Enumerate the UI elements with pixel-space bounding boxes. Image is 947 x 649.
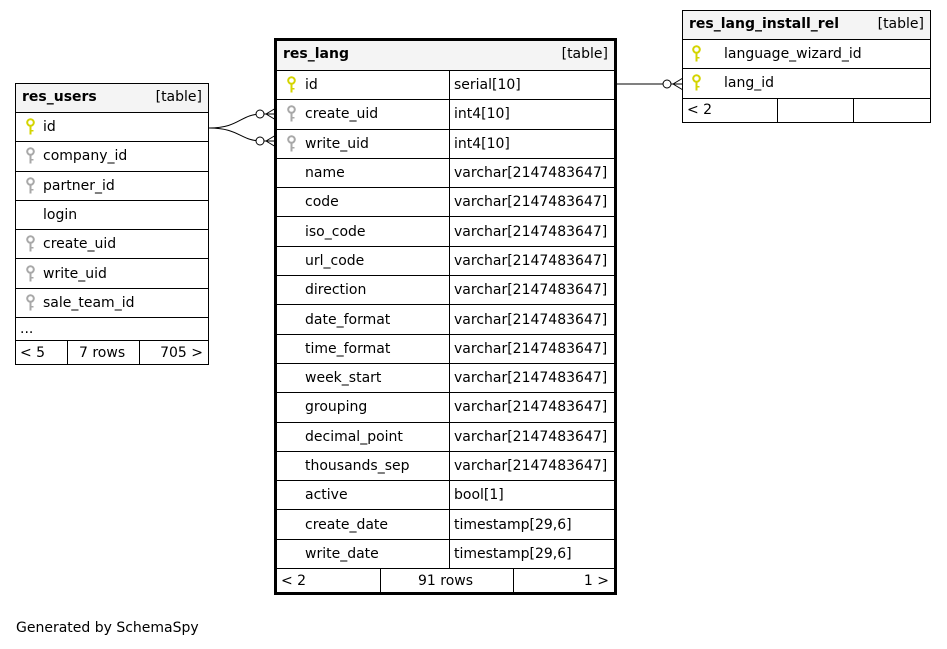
- footer-row-count: 91 rows: [418, 572, 474, 589]
- column-name: week_start: [305, 370, 382, 387]
- table-row[interactable]: [683, 40, 930, 69]
- footer-next[interactable]: 705 >: [160, 344, 203, 361]
- foreign-key-icon: [26, 235, 35, 253]
- column-name: create_uid: [43, 236, 117, 253]
- table-row[interactable]: [277, 452, 614, 481]
- table-name: res_lang_install_rel: [689, 16, 840, 32]
- foreign-key-icon: [26, 177, 35, 195]
- footer-prev[interactable]: < 2: [687, 102, 713, 119]
- column-type: varchar[2147483647]: [454, 399, 608, 416]
- column-name: name: [305, 165, 345, 182]
- column-type: int4[10]: [454, 106, 510, 123]
- table-row[interactable]: [277, 276, 614, 305]
- footer-next[interactable]: 1 >: [583, 572, 609, 589]
- column-type: varchar[2147483647]: [454, 370, 608, 387]
- column-name: id: [305, 77, 318, 94]
- table-row[interactable]: [16, 172, 208, 201]
- table-row[interactable]: [16, 289, 208, 318]
- foreign-key-icon: [26, 265, 35, 283]
- table-row[interactable]: [277, 335, 614, 364]
- column-name: id: [43, 119, 56, 136]
- column-name: thousands_sep: [305, 458, 410, 474]
- column-name: date_format: [305, 311, 391, 328]
- table-header: [277, 41, 614, 71]
- table-row[interactable]: [16, 230, 208, 259]
- primary-key-icon: [26, 118, 35, 136]
- table-res-lang[interactable]: [274, 38, 617, 595]
- column-name: write_uid: [305, 135, 369, 152]
- table-row[interactable]: [277, 423, 614, 452]
- column-name: time_format: [305, 340, 391, 357]
- table-res-lang-install-rel[interactable]: [682, 10, 931, 123]
- table-kind: [table]: [155, 89, 202, 105]
- column-name: write_date: [305, 545, 379, 562]
- foreign-key-icon: [26, 294, 35, 312]
- column-name: create_uid: [305, 106, 379, 123]
- primary-key-icon: [287, 76, 296, 94]
- column-name: login: [43, 207, 78, 224]
- column-name: iso_code: [305, 223, 366, 240]
- table-name: res_lang: [283, 46, 349, 62]
- column-type: varchar[2147483647]: [454, 223, 608, 240]
- footer-row-count: 7 rows: [79, 344, 126, 361]
- table-name: res_users: [22, 89, 97, 105]
- generated-by-credit: Generated by SchemaSpy: [16, 620, 199, 636]
- table-row[interactable]: [16, 201, 208, 230]
- column-name: active: [305, 487, 348, 504]
- table-footer: [16, 341, 208, 364]
- column-type: bool[1]: [454, 487, 504, 504]
- table-row[interactable]: [683, 69, 930, 98]
- table-header: [16, 84, 208, 113]
- table-kind: [table]: [877, 16, 924, 32]
- column-type: varchar[2147483647]: [454, 194, 608, 211]
- link-users-write-uid: [209, 128, 276, 141]
- column-name: lang_id: [724, 75, 775, 92]
- column-type: varchar[2147483647]: [454, 458, 608, 474]
- footer-prev[interactable]: < 5: [20, 344, 46, 361]
- table-row[interactable]: [16, 259, 208, 288]
- table-row[interactable]: [16, 113, 208, 142]
- table-row[interactable]: [277, 100, 614, 129]
- foreign-key-icon: [287, 135, 296, 153]
- column-type: varchar[2147483647]: [454, 165, 608, 182]
- column-name: company_id: [43, 148, 128, 165]
- table-row[interactable]: [277, 481, 614, 510]
- column-type: varchar[2147483647]: [454, 340, 608, 357]
- table-row[interactable]: [277, 159, 614, 188]
- table-row[interactable]: [277, 305, 614, 334]
- column-name: language_wizard_id: [724, 46, 862, 63]
- column-type: serial[10]: [454, 77, 521, 94]
- column-type: varchar[2147483647]: [454, 311, 608, 328]
- primary-key-icon: [692, 45, 701, 63]
- column-name: write_uid: [43, 265, 107, 282]
- foreign-key-icon: [287, 105, 296, 123]
- ellipsis-row: [16, 318, 208, 341]
- table-row[interactable]: [16, 142, 208, 171]
- column-type: timestamp[29,6]: [454, 545, 572, 562]
- table-footer: [277, 569, 614, 592]
- column-type: varchar[2147483647]: [454, 428, 608, 445]
- table-footer: [683, 99, 930, 122]
- column-name: partner_id: [43, 177, 115, 194]
- table-row[interactable]: [277, 364, 614, 393]
- column-name: url_code: [305, 252, 365, 269]
- table-row[interactable]: [277, 130, 614, 159]
- table-res-users[interactable]: [15, 83, 209, 365]
- column-type: int4[10]: [454, 135, 510, 152]
- table-row[interactable]: [277, 71, 614, 100]
- footer-prev[interactable]: < 2: [281, 572, 307, 589]
- table-row[interactable]: [277, 540, 614, 569]
- table-kind: [table]: [561, 46, 608, 62]
- column-name: create_date: [305, 516, 389, 533]
- ellipsis: ...: [20, 321, 34, 338]
- table-row[interactable]: [277, 393, 614, 422]
- primary-key-icon: [692, 74, 701, 92]
- column-name: direction: [305, 282, 367, 299]
- table-row[interactable]: [277, 247, 614, 276]
- column-name: decimal_point: [305, 428, 403, 445]
- column-type: varchar[2147483647]: [454, 252, 608, 269]
- column-name: grouping: [305, 399, 368, 416]
- column-type: varchar[2147483647]: [454, 282, 608, 299]
- table-row[interactable]: [277, 188, 614, 217]
- table-header: [683, 11, 930, 40]
- table-row[interactable]: [277, 510, 614, 539]
- column-name: code: [305, 194, 339, 211]
- foreign-key-icon: [26, 147, 35, 165]
- link-users-create-uid: [209, 114, 276, 128]
- column-type: timestamp[29,6]: [454, 516, 572, 533]
- table-row[interactable]: [277, 217, 614, 246]
- column-name: sale_team_id: [43, 294, 135, 311]
